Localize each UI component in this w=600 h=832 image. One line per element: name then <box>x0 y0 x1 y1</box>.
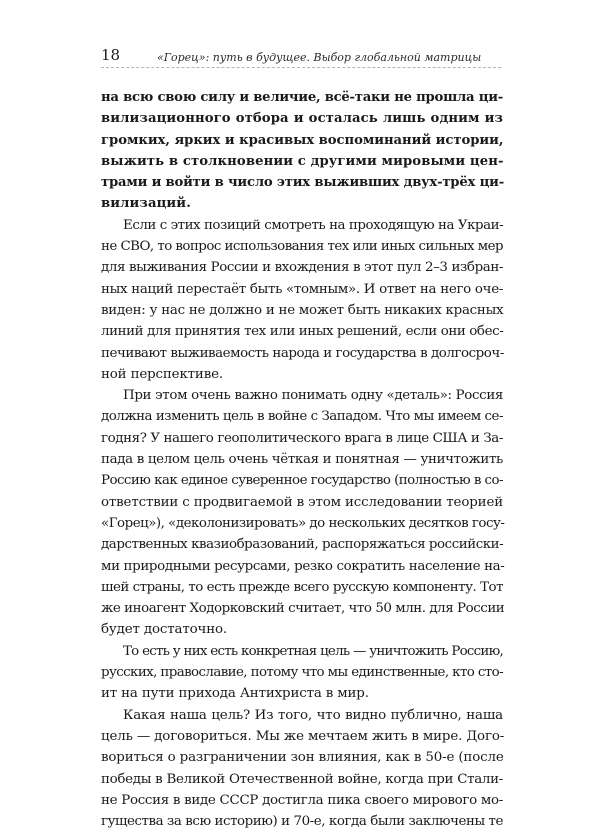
text-line: не СВО, то вопрос использования тех или иных сильных мер <box>101 239 503 255</box>
text-line: То есть у них есть конкретная цель — уничтожить Россию, <box>123 643 503 659</box>
text-line: печивают выживаемость народа и государства в долгосроч- <box>101 345 504 361</box>
text-line: вилизаций. <box>101 196 191 212</box>
running-header <box>101 44 501 68</box>
paragraph <box>101 385 503 641</box>
text-line: не Россия в виде СССР достигла пика своего мирового мо- <box>101 792 503 808</box>
text-line: будет достаточно. <box>101 622 227 638</box>
text-line: должна изменить цель в войне с Западом. Что мы имеем се- <box>101 409 503 425</box>
text-line: гущества за всю историю) и 70-е, когда были заключены те <box>101 814 503 830</box>
text-line: ит на пути прихода Антихриста в мир. <box>101 686 369 702</box>
text-line: трами и войти в число этих выживших двух-трёх ци- <box>101 175 504 191</box>
text-line: Какая наша цель? Из того, что видно публично, наша <box>123 707 503 723</box>
paragraph <box>101 705 503 832</box>
text-line: громких, ярких и красивых воспоминаний истории, <box>101 132 504 148</box>
text-line: русских, православие, потому что мы единственные, кто сто- <box>101 665 503 681</box>
text-line: пада в целом цель очень чёткая и понятная — уничтожить <box>101 452 503 468</box>
text-line: для выживания России и вхождения в этот пул 2–3 избран- <box>101 260 503 276</box>
text-line: ных наций перестаёт быть «томным». И ответ на него оче- <box>101 281 504 297</box>
page-number: 18 <box>101 46 121 64</box>
text-line: цель — договориться. Мы же мечтаем жить в мире. Дого- <box>101 728 505 744</box>
text-line: дарственных квазиобразований, распоряжаться российски- <box>101 537 504 553</box>
text-line: вилизационного отбора и осталась лишь одним из <box>101 111 503 127</box>
text-line: линий для принятия тех или иных решений, если они обес- <box>101 324 504 340</box>
paragraph <box>101 215 503 385</box>
text-line: шей страны, то есть прежде всего русскую компоненту. Тот <box>101 579 503 595</box>
text-line: ответствии с продвигаемой в этом исследовании теорией <box>101 494 503 510</box>
paragraph <box>101 87 503 215</box>
text-line: ми природными ресурсами, резко сократить население на- <box>101 558 505 574</box>
text-line: «Горец»), «деколонизировать» до нескольких десятков госу- <box>101 515 505 531</box>
text-line: виден: у нас не должно и не может быть никаких красных <box>101 302 504 318</box>
text-line: выжить в столкновении с другими мировыми цен- <box>101 153 504 169</box>
text-line: При этом очень важно понимать одну «деталь»: Россия <box>123 388 503 404</box>
paragraph <box>101 641 503 705</box>
text-line: на всю свою силу и величие, всё-таки не прошла ци- <box>101 90 503 105</box>
text-line: победы в Великой Отечественной войне, когда при Стали- <box>101 771 503 787</box>
running-header-title: «Горец»: путь в будущее. Выбор глобальной матрицы <box>157 51 482 64</box>
text-line: же иноагент Ходорковский считает, что 50 млн. для России <box>101 601 505 617</box>
text-line: ной перспективе. <box>101 366 223 382</box>
text-line: вориться о разграничении зон влияния, как в 50-е (после <box>101 750 504 766</box>
text-line: Если с этих позиций смотреть на проходящую на Украи- <box>123 217 504 233</box>
text-line: годня? У нашего геополитического врага в лице США и За- <box>101 430 503 446</box>
text-line: Россию как единое суверенное государство (полностью в со- <box>101 473 503 489</box>
body-text <box>101 87 503 832</box>
